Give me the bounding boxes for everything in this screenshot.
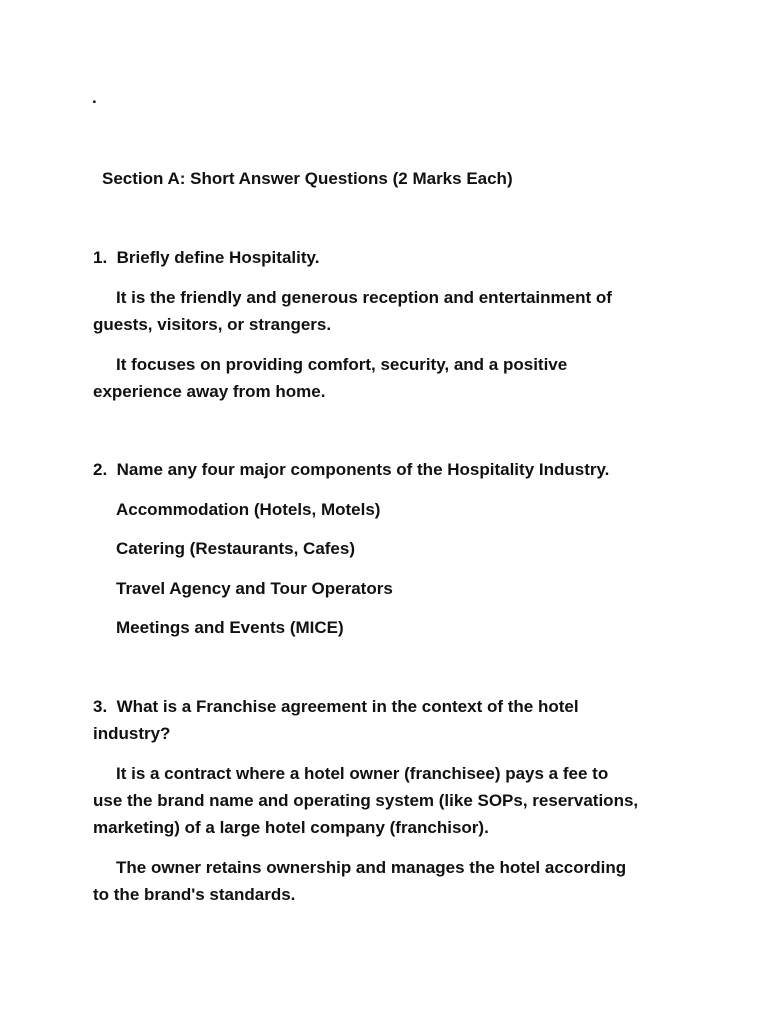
section-heading: Section A: Short Answer Questions (2 Marks Each) (102, 169, 513, 188)
question-1-title (93, 244, 319, 271)
question-3-title-continued: industry? (93, 724, 171, 743)
question-number: 3. (93, 697, 108, 716)
question-number: 2. (93, 460, 108, 479)
answer-line: The owner retains ownership and manages the hotel according (116, 858, 627, 877)
question-text: Briefly define Hospitality. (116, 248, 320, 267)
top-mark: . (92, 88, 97, 107)
answer-line: guests, visitors, or strangers. (93, 315, 332, 334)
question-number: 1. (93, 248, 108, 267)
answer-line: It is a contract where a hotel owner (franchisee) pays a fee to (116, 764, 609, 783)
answer-line: use the brand name and operating system (like SOPs, reservations, (93, 791, 639, 810)
answer-line: It is the friendly and generous reception and entertainment of (116, 288, 612, 307)
question-text: What is a Franchise agreement in the context of the hotel (116, 697, 579, 716)
question-2-title (93, 456, 609, 483)
question-3-title (93, 693, 579, 720)
answer-line: Accommodation (Hotels, Motels) (116, 500, 381, 519)
answer-line: Meetings and Events (MICE) (116, 618, 344, 637)
question-text: Name any four major components of the Hospitality Industry. (116, 460, 610, 479)
answer-line: marketing) of a large hotel company (franchisor). (93, 818, 489, 837)
answer-line: Travel Agency and Tour Operators (116, 579, 393, 598)
answer-line: experience away from home. (93, 382, 326, 401)
answer-line: to the brand's standards. (93, 885, 296, 904)
answer-line: It focuses on providing comfort, security, and a positive (116, 355, 568, 374)
answer-line: Catering (Restaurants, Cafes) (116, 539, 356, 558)
